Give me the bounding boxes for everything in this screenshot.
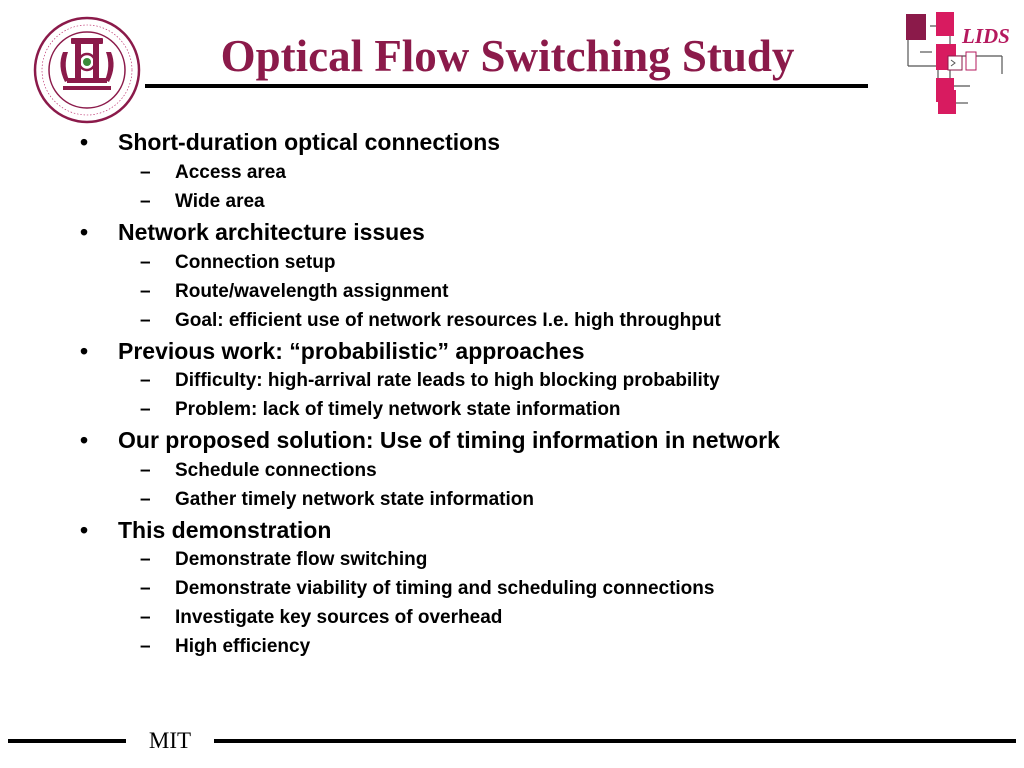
sub-bullet-item: – Difficulty: high-arrival rate leads to high blocking probability	[140, 370, 720, 391]
sub-bullet-text: Goal: efficient use of network resources I.e. high throughput	[175, 310, 721, 331]
sub-bullet-item: – Investigate key sources of overhead	[140, 607, 503, 628]
sub-bullet-item: – Gather timely network state information	[140, 489, 534, 510]
bullet-text: Short-duration optical connections	[118, 129, 501, 155]
sub-bullet-item: – Demonstrate viability of timing and scheduling connections	[140, 578, 715, 599]
sub-bullet-item: – Demonstrate flow switching	[140, 549, 428, 570]
footer-rule-right	[214, 739, 1016, 743]
sub-bullet-text: High efficiency	[175, 636, 311, 657]
sub-bullet-text: Wide area	[175, 191, 265, 212]
bullet-item: • This demonstration	[80, 517, 332, 543]
sub-bullet-text: Access area	[175, 162, 286, 183]
bullet-text: Our proposed solution: Use of timing information in network	[118, 427, 780, 453]
slide-title: Optical Flow Switching Study	[220, 31, 795, 81]
sub-bullet-text: Route/wavelength assignment	[175, 281, 449, 302]
sub-bullet-item: – Route/wavelength assignment	[140, 281, 449, 302]
sub-bullet-text: Problem: lack of timely network state information	[175, 399, 621, 420]
sub-bullet-text: Schedule connections	[175, 460, 377, 481]
lids-logo-text: LIDS	[962, 24, 1010, 48]
bullet-item: • Network architecture issues	[80, 219, 425, 245]
sub-bullet-text: Investigate key sources of overhead	[175, 607, 503, 628]
sub-bullet-item: – Problem: lack of timely network state information	[140, 399, 621, 420]
bullet-item: • Our proposed solution: Use of timing information in network	[80, 427, 780, 453]
bullet-item: • Short-duration optical connections	[80, 129, 501, 155]
sub-bullet-item: – Connection setup	[140, 252, 336, 273]
sub-bullet-text: Gather timely network state information	[175, 489, 534, 510]
sub-bullet-text: Demonstrate flow switching	[175, 549, 428, 570]
sub-bullet-item: – Goal: efficient use of network resources I.e. high throughput	[140, 310, 721, 331]
bullet-text: Previous work: “probabilistic” approaches	[118, 338, 585, 364]
sub-bullet-text: Demonstrate viability of timing and scheduling connections	[175, 578, 715, 599]
footer-rule-left	[8, 739, 126, 743]
sub-bullet-item: – High efficiency	[140, 636, 311, 657]
sub-bullet-text: Connection setup	[175, 252, 336, 273]
footer-label: MIT	[148, 728, 192, 753]
bullet-text: Network architecture issues	[118, 219, 425, 245]
bullet-item: • Previous work: “probabilistic” approaches	[80, 338, 585, 364]
sub-bullet-text: Difficulty: high-arrival rate leads to high blocking probability	[175, 370, 720, 391]
sub-bullet-item: – Schedule connections	[140, 460, 377, 481]
sub-bullet-item: – Access area	[140, 162, 286, 183]
sub-bullet-item: – Wide area	[140, 191, 265, 212]
bullet-text: This demonstration	[118, 517, 332, 543]
